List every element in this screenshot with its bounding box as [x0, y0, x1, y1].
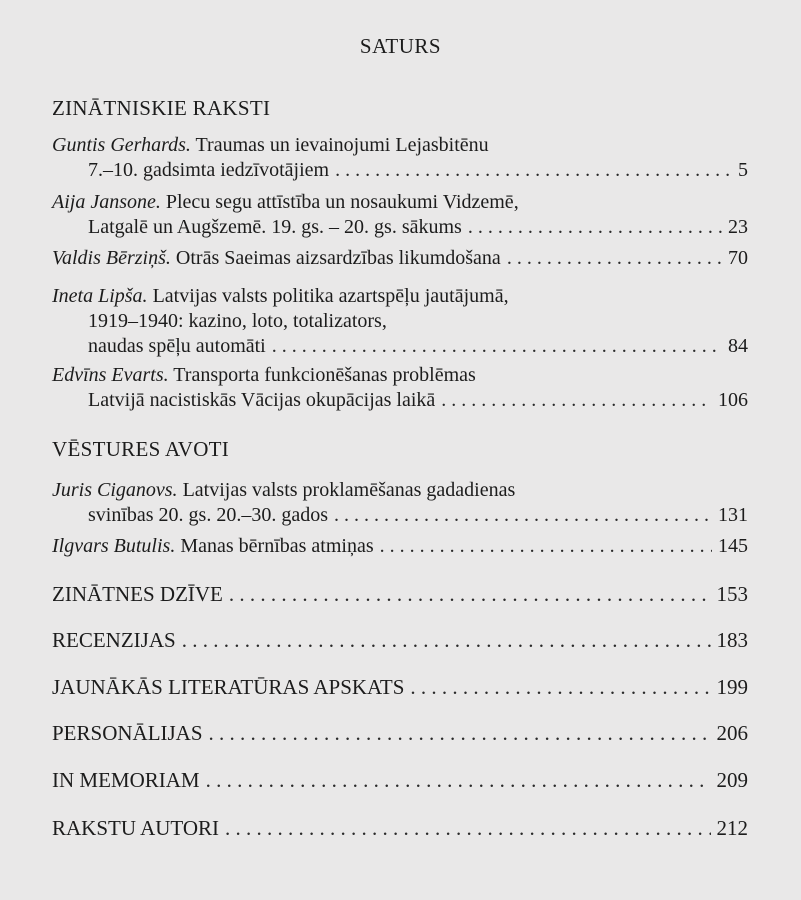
toc-entry-gerhards[interactable] [52, 133, 748, 183]
leader-dots [334, 503, 712, 528]
toc-entry-lipsa[interactable] [52, 284, 748, 359]
leader-dots [272, 334, 722, 359]
leader-dots [441, 388, 712, 413]
entry-author: Edvīns Evarts. [52, 364, 169, 386]
entry-label: PERSONĀLIJAS [52, 721, 203, 745]
leader-dots [507, 246, 722, 271]
leader-dots [229, 582, 711, 607]
leader-dots [182, 628, 711, 653]
entry-page-number: 145 [718, 535, 748, 557]
toc-entry-jansone[interactable] [52, 190, 748, 240]
entry-label: JAUNĀKĀS LITERATŪRAS APSKATS [52, 675, 405, 699]
entry-page-number: 212 [716, 816, 748, 840]
entry-page-number: 106 [718, 389, 748, 411]
entry-page-number: 5 [738, 159, 748, 181]
entry-title-line: Latgalē un Augšzemē. 19. gs. – 20. gs. sākums [88, 216, 462, 238]
entry-title-line: Latvijas valsts politika azartspēļu jautājumā, [152, 285, 509, 307]
toc-entry-personalia[interactable] [52, 721, 748, 746]
toc-entry-butulis[interactable] [52, 534, 748, 559]
entry-label: RAKSTU AUTORI [52, 816, 220, 840]
toc-entry-berzins[interactable] [52, 246, 748, 271]
entry-page-number: 131 [718, 504, 748, 526]
entry-title-line: Manas bērnības atmiņas [180, 535, 374, 557]
entry-page-number: 70 [728, 247, 748, 269]
entry-title-line: Plecu segu attīstība un nosaukumi Vidzemē, [165, 191, 519, 213]
entry-page-number: 153 [716, 582, 748, 606]
entry-page-number: 199 [716, 675, 748, 699]
entry-author: Guntis Gerhards. [52, 134, 191, 156]
entry-page-number: 84 [728, 335, 748, 357]
entry-page-number: 23 [728, 216, 748, 238]
toc-entry-reviews[interactable] [52, 628, 748, 653]
entry-label: ZINĀTNES DZĪVE [52, 582, 223, 606]
toc-entry-evarts[interactable] [52, 363, 748, 413]
toc-entry-in-memoriam[interactable] [52, 768, 748, 793]
toc-entry-ciganovs[interactable] [52, 478, 748, 528]
page-title: SATURS [359, 34, 442, 58]
leader-dots [468, 215, 722, 240]
toc-entry-science-life[interactable] [52, 582, 748, 607]
entry-title-line: Latvijas valsts proklamēšanas gadadienas [182, 479, 516, 501]
leader-dots [206, 768, 711, 793]
toc-entry-authors[interactable] [52, 816, 748, 841]
entry-page-number: 183 [716, 628, 748, 652]
leader-dots [335, 158, 732, 183]
entry-title-line: 7.–10. gadsimta iedzīvotājiem [88, 159, 330, 181]
entry-label: IN MEMORIAM [52, 768, 200, 792]
entry-title-line: naudas spēļu automāti [88, 335, 266, 357]
entry-title-line: Transporta funkcionēšanas problēmas [173, 364, 476, 386]
entry-author: Ilgvars Butulis. [52, 535, 176, 557]
section-heading-historical-sources: VĒSTURES AVOTI [52, 437, 230, 461]
leader-dots [225, 816, 710, 841]
entry-author: Valdis Bērziņš. [52, 247, 171, 269]
entry-title-line: Otrās Saeimas aizsardzības likumdošana [175, 247, 501, 269]
entry-author: Juris Ciganovs. [52, 479, 178, 501]
entry-title-line: Traumas un ievainojumi Lejasbitēnu [195, 134, 489, 156]
entry-author: Aija Jansone. [52, 191, 161, 213]
entry-title-line: Latvijā nacistiskās Vācijas okupācijas laikā [88, 389, 436, 411]
leader-dots [209, 721, 711, 746]
section-heading-scientific-articles: ZINĀTNISKIE RAKSTI [52, 96, 271, 120]
entry-author: Ineta Lipša. [52, 285, 148, 307]
entry-page-number: 209 [716, 768, 748, 792]
entry-page-number: 206 [716, 721, 748, 745]
entry-label: RECENZIJAS [52, 628, 176, 652]
leader-dots [410, 675, 710, 700]
toc-entry-literature-review[interactable] [52, 675, 748, 700]
leader-dots [380, 534, 712, 559]
entry-title-line: svinības 20. gs. 20.–30. gados [88, 504, 328, 526]
entry-title-line: 1919–1940: kazino, loto, totalizators, [88, 310, 387, 332]
